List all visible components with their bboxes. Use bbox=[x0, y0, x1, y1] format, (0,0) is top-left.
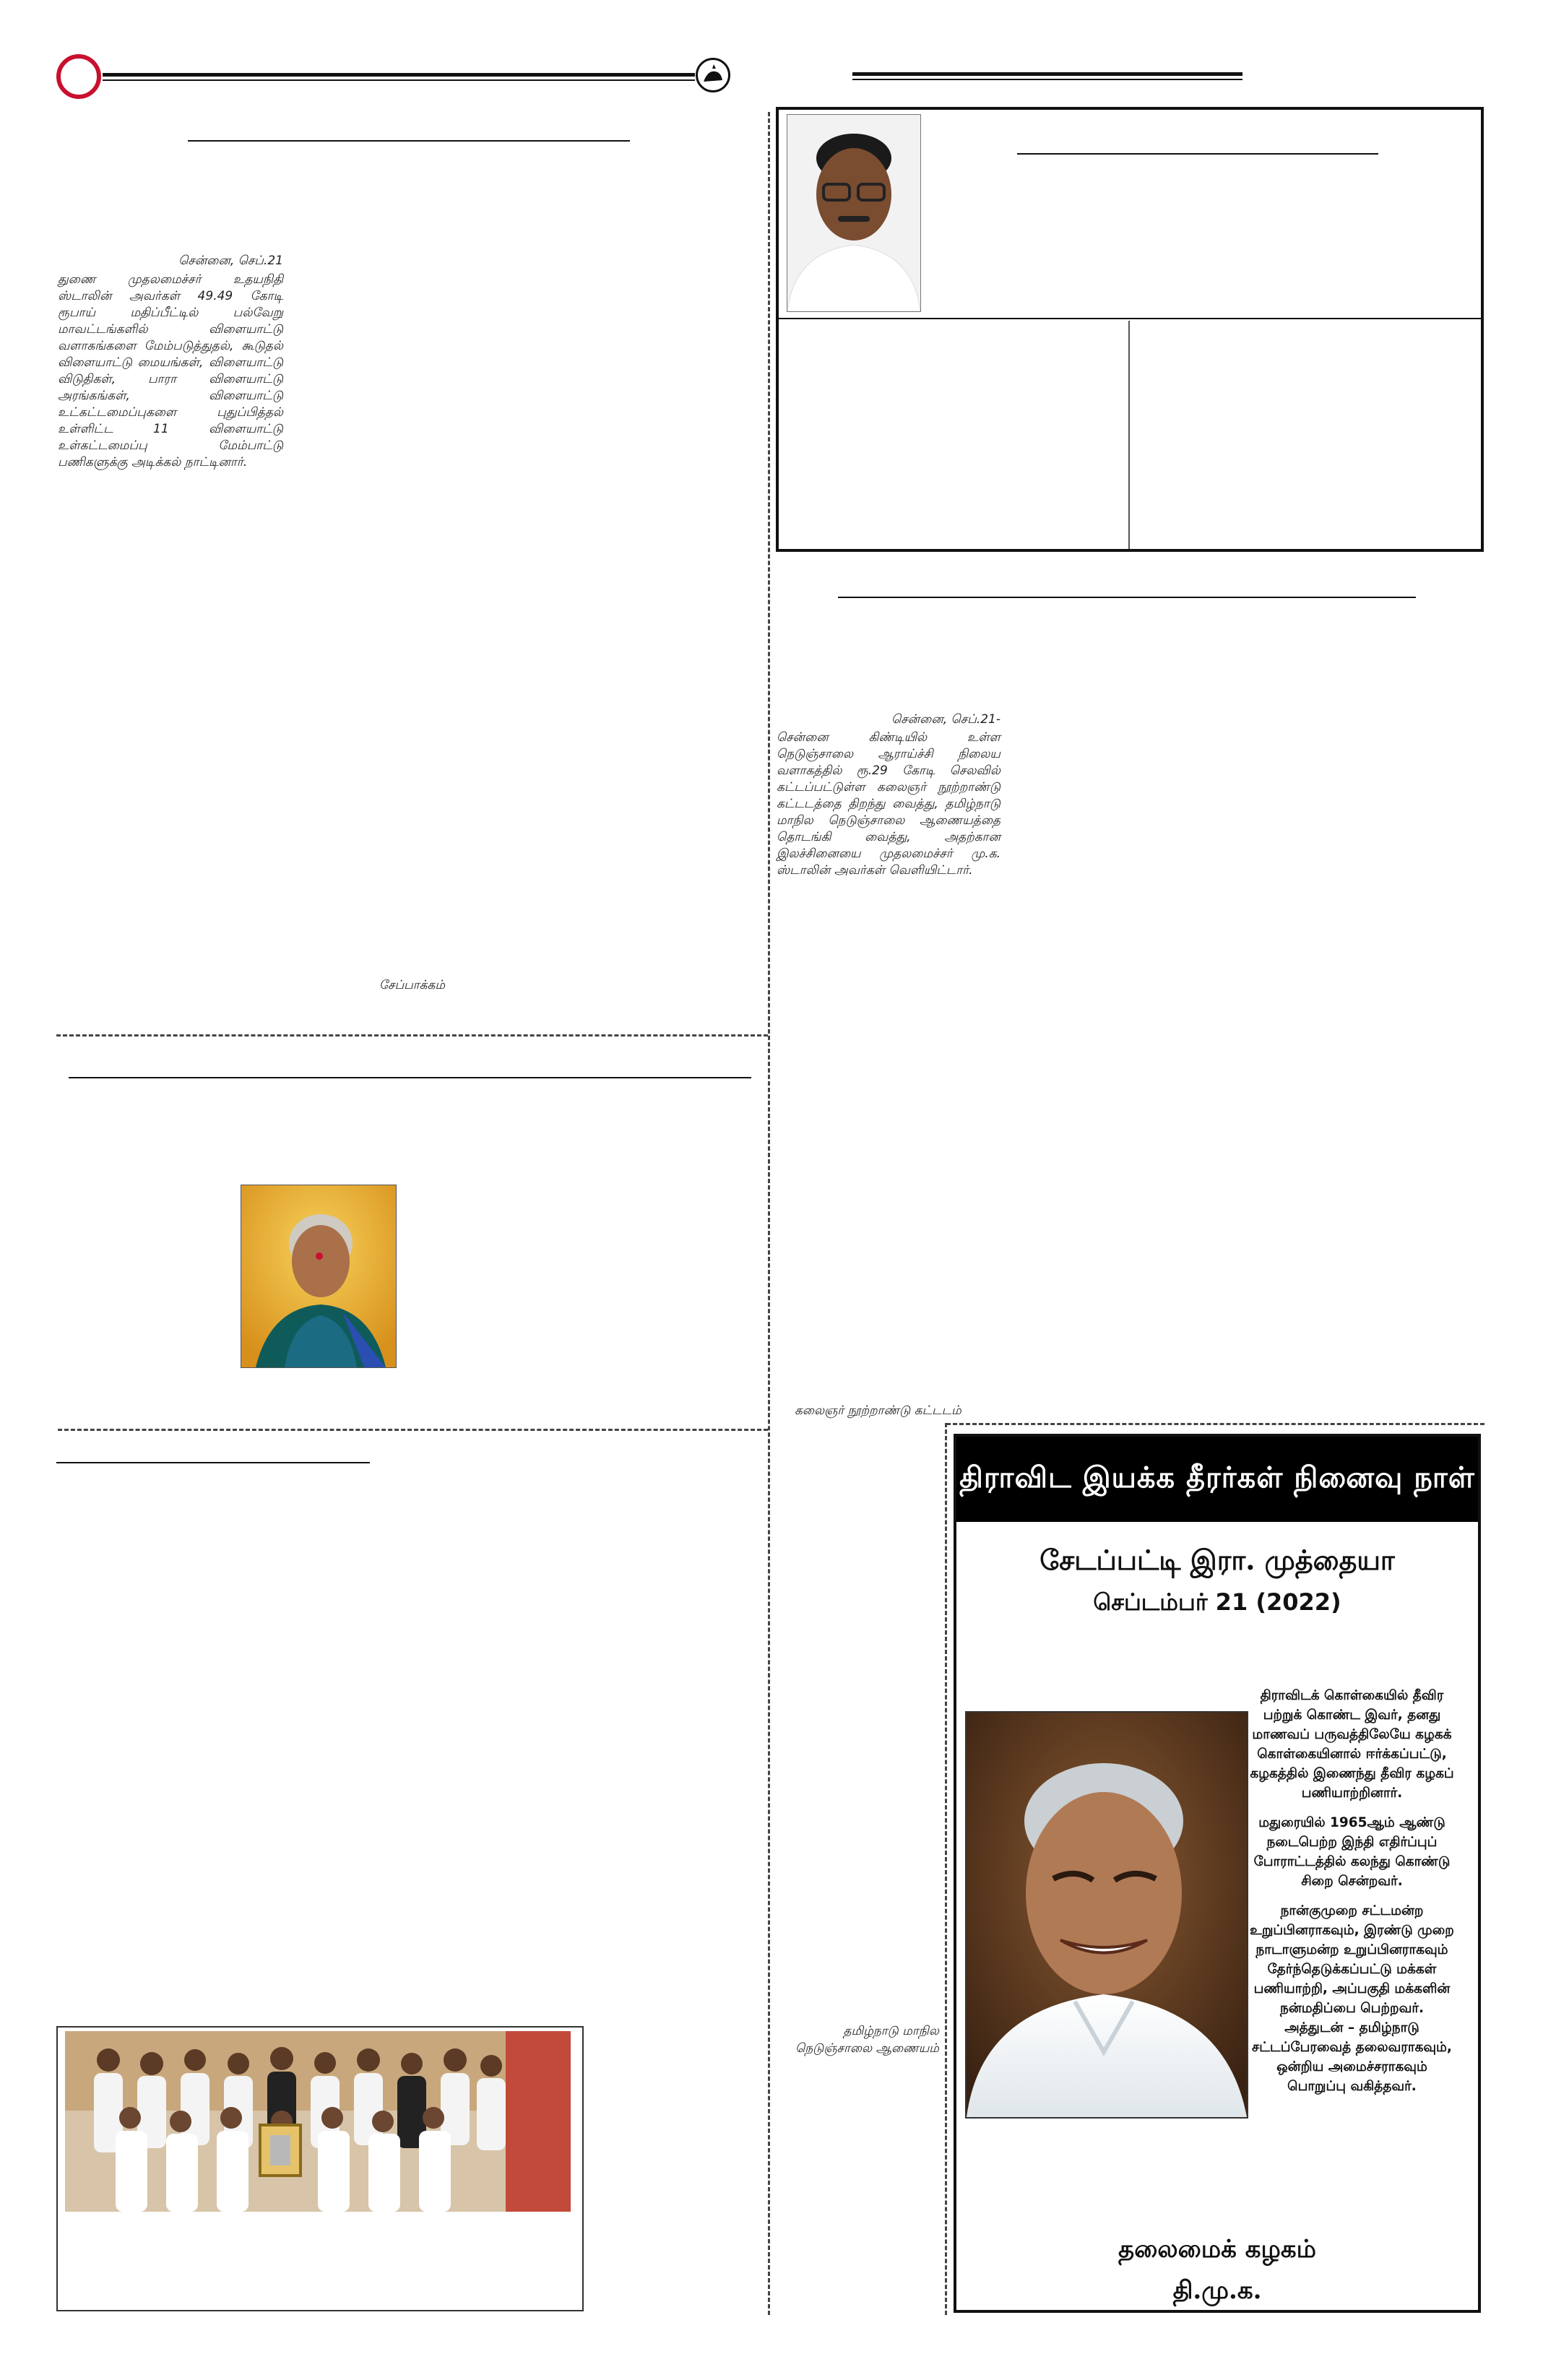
masthead-rule bbox=[103, 73, 695, 77]
right-article-dateline: சென்னை, செப்.21- bbox=[891, 712, 1000, 727]
left-headline-rule bbox=[188, 140, 630, 142]
group-photo bbox=[65, 2031, 571, 2212]
right-article-body: சென்னை கிண்டியில் உள்ள நெடுஞ்சாலை ஆராய்ச்சி நிலைய வளாகத்தில் ரூ.29 கோடி செலவில் கட்டப்பட்டுள்ள கலைஞர் நூற்றாண்டு கட்டடத்தை திறந்து வைத்து, தமிழ்நாடு மாநில நெடுஞ்சாலை ஆணையத்தை தொடங்கி வைத்து, அதற்கான இலச்சினையை முதலமைச்சர் மு.க. ஸ்டாலின் அவர்கள் வெளியிட்டார். bbox=[777, 730, 1000, 878]
memorial-footer-org: தலைமைக் கழகம் bbox=[1118, 2235, 1316, 2264]
memorial-name: சேடப்பட்டி இரா. முத்தையா bbox=[1040, 1544, 1395, 1576]
portrait-top-man bbox=[787, 114, 921, 312]
authority-caption: தமிழ்நாடு மாநில நெடுஞ்சாலை ஆணையம் bbox=[795, 2024, 939, 2056]
masthead-rule-thin bbox=[103, 79, 695, 81]
rising-sun-emblem-icon bbox=[696, 58, 730, 92]
building-caption: கலைஞர் நூற்றாண்டு கட்டடம் bbox=[795, 1403, 961, 1418]
memorial-bio-para-1: திராவிடக் கொள்கையில் தீவிர பற்றுக் கொண்ட இவர், தனது மாணவப் பருவத்திலேயே கழகக் கொள்கையினால் ஈர்க்கப்பட்டு, கழகத்தில் இணைந்து தீவிர கழகப் பணியாற்றினார். bbox=[1250, 1688, 1454, 1801]
right-section-divider bbox=[946, 1423, 1484, 1425]
red-circle-logo-icon bbox=[56, 54, 101, 99]
right-box-headline-rule bbox=[1017, 153, 1378, 155]
left-section-divider-2 bbox=[58, 1429, 768, 1431]
portrait-woman bbox=[241, 1185, 397, 1368]
left-article-dateline: சென்னை, செப்.21 bbox=[178, 254, 283, 268]
left-article-body: துணை முதலமைச்சர் உதயநிதி ஸ்டாலின் அவர்கள் 49.49 கோடி ரூபாய் மதிப்பீட்டில் பல்வேறு மாவட்டங்களில் விளையாட்டு வளாகங்களை மேம்படுத்துதல், கூடுதல் விளையாட்டு மையங்கள், விளையாட்டு விடுதிகள், பாரா விளையாட்டு அரங்கங்கள், விளையாட்டு உட்கட்டமைப்புகளை புதுப்பித்தல் உள்ளிட்ட 11 விளையாட்டு உள்கட்டமைப்பு மேம்பாட்டு பணிகளுக்கு அடிக்கல் நாட்டினார். bbox=[58, 272, 283, 469]
right-box-column-divider bbox=[1128, 321, 1130, 549]
memorial-header: திராவிட இயக்க தீரர்கள் நினைவு நாள் bbox=[956, 1437, 1478, 1522]
left-place-caption: சேப்பாக்கம் bbox=[379, 978, 446, 992]
right-box-inner-rule bbox=[779, 318, 1481, 319]
memorial-advertisement bbox=[954, 1434, 1481, 2313]
memorial-portrait bbox=[965, 1711, 1248, 2119]
left-third-headline-rule bbox=[56, 1462, 370, 1463]
right-masthead-rule-thin bbox=[852, 79, 1242, 80]
memorial-bio bbox=[1249, 1686, 1455, 2106]
center-column-divider bbox=[768, 112, 770, 2315]
memorial-date: செப்டம்பர் 21 (2022) bbox=[1093, 1588, 1341, 1616]
left-second-headline-rule bbox=[69, 1077, 751, 1078]
memorial-bio-para-3: நான்குமுறை சட்டமன்ற உறுப்பினராகவும், இரண்டு முறை நாடாளுமன்ற உறுப்பினராகவும் தேர்ந்தெடுக்கப்பட்டு மக்கள் பணியாற்றி, அப்பகுதி மக்களின் நன்மதிப்பை பெற்றவர். அத்துடன் – தமிழ்நாடு சட்டப்பேரவைத் தலைவராகவும், ஒன்றிய அமைச்சராகவும் பொறுப்பு வகித்தவர். bbox=[1250, 1903, 1454, 2094]
ad-left-divider bbox=[945, 1423, 947, 2315]
memorial-bio-para-2: மதுரையில் 1965ஆம் ஆண்டு நடைபெற்ற இந்தி எதிர்ப்புப் போராட்டத்தில் கலந்து கொண்டு சிறை சென்றவர். bbox=[1253, 1815, 1451, 1889]
left-section-divider-1 bbox=[56, 1034, 768, 1037]
right-masthead-rule bbox=[852, 72, 1242, 76]
right-second-headline-rule bbox=[838, 597, 1416, 598]
memorial-footer-party: தி.மு.க. bbox=[1172, 2276, 1262, 2305]
